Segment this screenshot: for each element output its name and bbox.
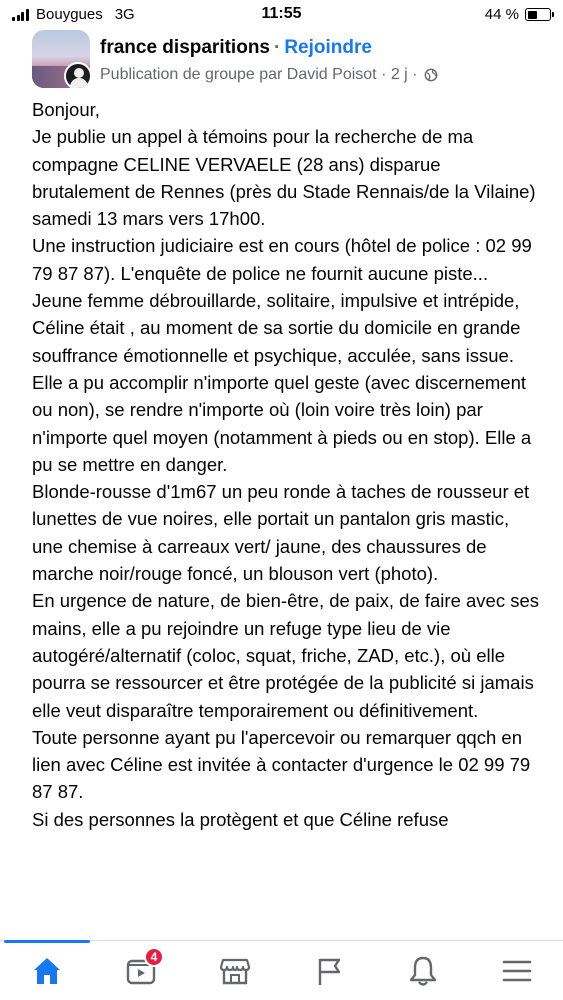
status-right [485,6,551,23]
status-bar [0,0,563,30]
nav-marketplace[interactable] [188,941,282,1000]
person-icon-body [70,78,88,88]
battery-tip [552,12,554,17]
marketplace-icon [218,954,252,988]
battery-fill [528,11,537,19]
pages-flag-icon [312,954,346,988]
battery-icon [525,8,551,21]
post-paragraph: Toute personne ayant pu l'apercevoir ou remarquer qqch en lien avec Céline est invitée à contacter d'urgence le 02 99 79 87 87. [32,726,531,803]
post-paragraph: Si des personnes la protègent et que Céline refuse [32,808,449,830]
nav-video[interactable] [94,941,188,1000]
battery-percent: 44 % [484,6,519,23]
home-icon [30,954,64,988]
author-avatar[interactable] [64,62,90,88]
nav-menu[interactable] [470,941,563,1000]
post-paragraph: En urgence de nature, de bien-être, de paix, de faire avec ses mains, elle a pu rejoindre un refuge type lieu de vie autogéré/alternatif (coloc, squat, friche, ZAD, etc.), où elle pourra se ressourcer et être protégée de la publicité si jamais elle veut disparaître temporairement ou définitivement. [32,590,540,721]
bottom-nav [0,940,563,1000]
post-header [32,30,552,90]
group-title-line [100,37,372,59]
post-body [32,96,542,833]
status-time: 11:55 [261,5,302,22]
globe-icon [424,68,438,82]
network-type: 3G [114,6,135,23]
join-group-button[interactable]: Rejoindre [284,37,372,58]
nav-notifications[interactable] [376,941,470,1000]
menu-icon [500,954,534,988]
post-meta-text: Publication de groupe par David Poisot · 2 j · [100,66,418,83]
post-paragraph: Je publie un appel à témoins pour la recherche de ma compagne CELINE VERVAELE (28 ans) disparue brutalement de Rennes (près du Stade Rennais/de la Vilaine) samedi 13 mars vers 17h00. [32,126,536,230]
nav-pages[interactable] [282,941,376,1000]
notification-badge: 4 [144,947,164,967]
post-paragraph: Une instruction judiciaire est en cours (hôtel de police : 02 99 79 87 87). L'enquête de police ne fournit aucune piste... [32,235,532,284]
post-meta [100,66,438,84]
carrier-name: Bouygues [36,6,103,23]
post-paragraph: Blonde-rousse d'1m67 un peu ronde à taches de rousseur et lunettes de vue noires, elle portait un pantalon gris mastic, une chemise à carreaux vert/ jaune, des chaussures de marche noir/rouge foncé, un blouson vert (photo). [32,481,530,585]
post-paragraph: Bonjour, [32,99,100,120]
group-avatar[interactable] [32,30,90,88]
nav-home[interactable] [0,941,94,1000]
post-paragraph: Jeune femme débrouillarde, solitaire, impulsive et intrépide, Céline était , au moment de sa sortie du domicile en grande souffrance émotionnelle et psychique, acculée, sans issue. Elle a pu accomplir n'importe quel geste (avec discernement ou non), se rendre n'importe où (loin voire très loin) par n'importe quel moyen (notamment à pieds ou en stop). Elle a pu se mettre en danger. [32,290,532,475]
bell-icon [406,954,440,988]
group-name-link[interactable]: france disparitions [100,37,270,58]
title-separator: · [274,37,281,58]
person-icon-head [74,68,84,78]
